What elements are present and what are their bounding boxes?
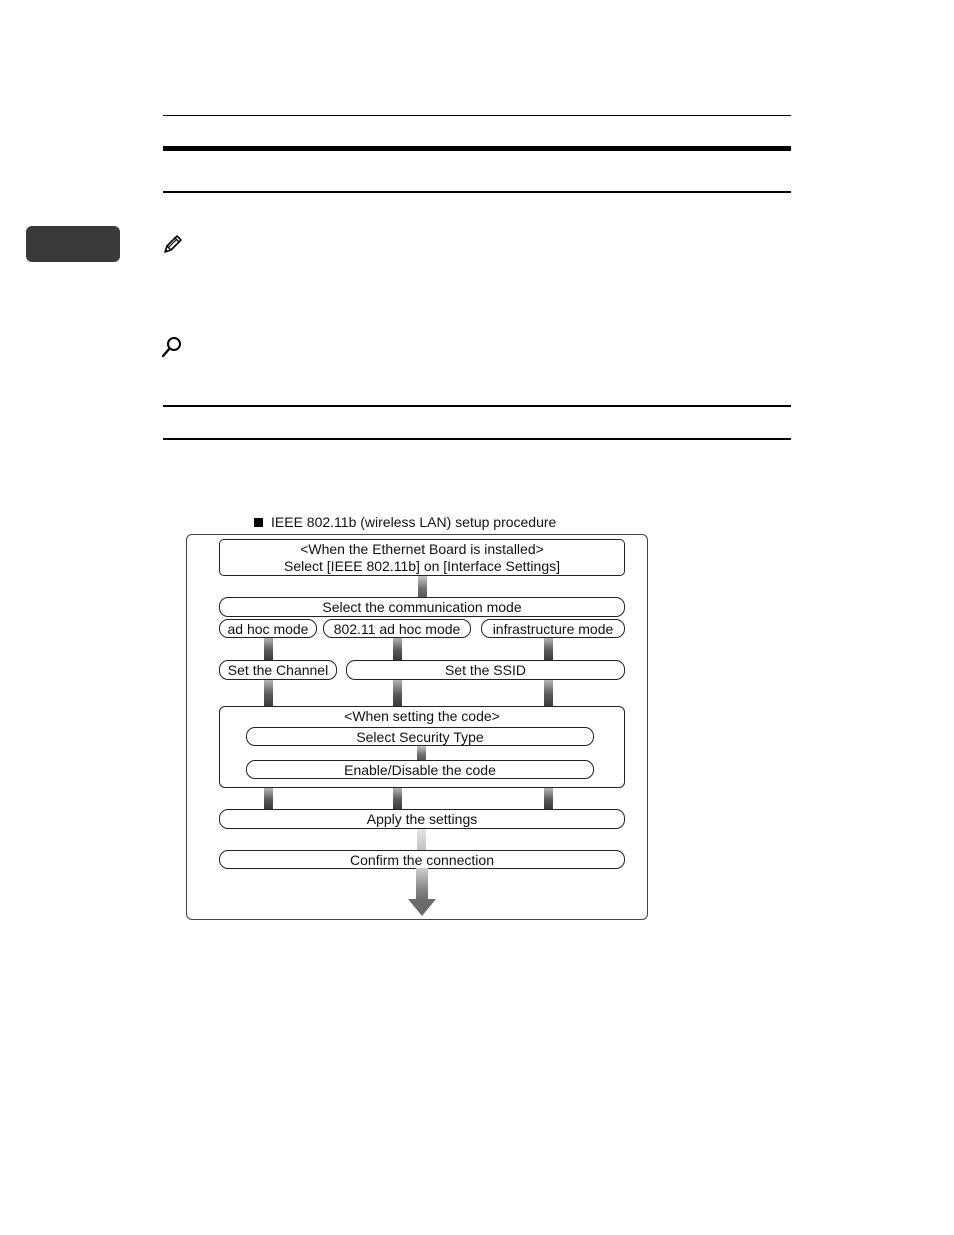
subsection-rule-top	[163, 405, 791, 407]
flow-step-start-line1: <When the Ethernet Board is installed>	[300, 540, 544, 557]
flow-step-apply	[219, 809, 625, 829]
flow-step-start	[219, 539, 625, 576]
connector-ssid-to-code-1	[393, 680, 402, 706]
flow-end-arrow-shaft	[416, 868, 428, 901]
flow-step-set-channel	[219, 660, 337, 680]
black-square-bullet-icon	[254, 518, 263, 527]
flow-step-confirm-label: Confirm the connection	[350, 851, 494, 868]
flow-step-set-channel-label: Set the Channel	[227, 662, 329, 678]
header-rule-top	[163, 115, 791, 116]
flow-step-select-mode	[219, 597, 625, 617]
flow-mode-adhoc-label: ad hoc mode	[227, 620, 309, 637]
section-heading-rule-bottom	[163, 191, 791, 193]
connector-ssid-to-code-2	[544, 680, 553, 706]
diagram-caption-text: IEEE 802.11b (wireless LAN) setup procedure	[271, 514, 557, 530]
flow-step-security-type-label: Select Security Type	[356, 728, 484, 745]
flow-step-security-type	[246, 727, 594, 746]
connector-infrastructure-to-ssid	[544, 638, 553, 660]
connector-code-to-apply-2	[393, 788, 402, 809]
flow-mode-adhoc	[219, 619, 317, 638]
flow-step-set-ssid	[346, 660, 625, 680]
flow-mode-80211-adhoc-label: 802.11 ad hoc mode	[333, 620, 461, 637]
diagram-caption	[254, 513, 556, 531]
pencil-note-icon	[160, 233, 184, 257]
flow-step-set-ssid-label: Set the SSID	[445, 662, 526, 678]
connector-channel-to-code	[264, 680, 273, 706]
connector-80211-to-ssid	[393, 638, 402, 660]
flow-step-confirm	[219, 850, 625, 869]
section-heading-rule-top	[163, 146, 791, 151]
flow-step-start-line2: Select [IEEE 802.11b] on [Interface Settings]	[283, 557, 561, 574]
magnifier-reference-icon	[160, 335, 184, 359]
flow-step-apply-label: Apply the settings	[366, 811, 478, 827]
connector-code-to-apply-3	[544, 788, 553, 809]
flow-mode-infrastructure-label: infrastructure mode	[492, 620, 614, 637]
connector-apply-to-confirm	[417, 829, 426, 850]
down-arrow-icon	[408, 899, 436, 916]
flow-mode-80211-adhoc	[323, 619, 471, 638]
chapter-tab	[26, 226, 120, 262]
flow-mode-infrastructure	[481, 619, 625, 638]
flow-group-code-title: <When setting the code>	[344, 708, 500, 724]
connector-code-to-apply-1	[264, 788, 273, 809]
flow-step-enable-disable	[246, 760, 594, 779]
flow-step-select-mode-label: Select the communication mode	[322, 599, 522, 615]
subsection-rule-bottom	[163, 438, 791, 440]
connector-adhoc-to-channel	[264, 638, 273, 660]
flow-step-enable-disable-label: Enable/Disable the code	[344, 761, 496, 778]
connector-security-to-enable	[417, 746, 426, 760]
connector-start-to-mode	[418, 576, 427, 597]
